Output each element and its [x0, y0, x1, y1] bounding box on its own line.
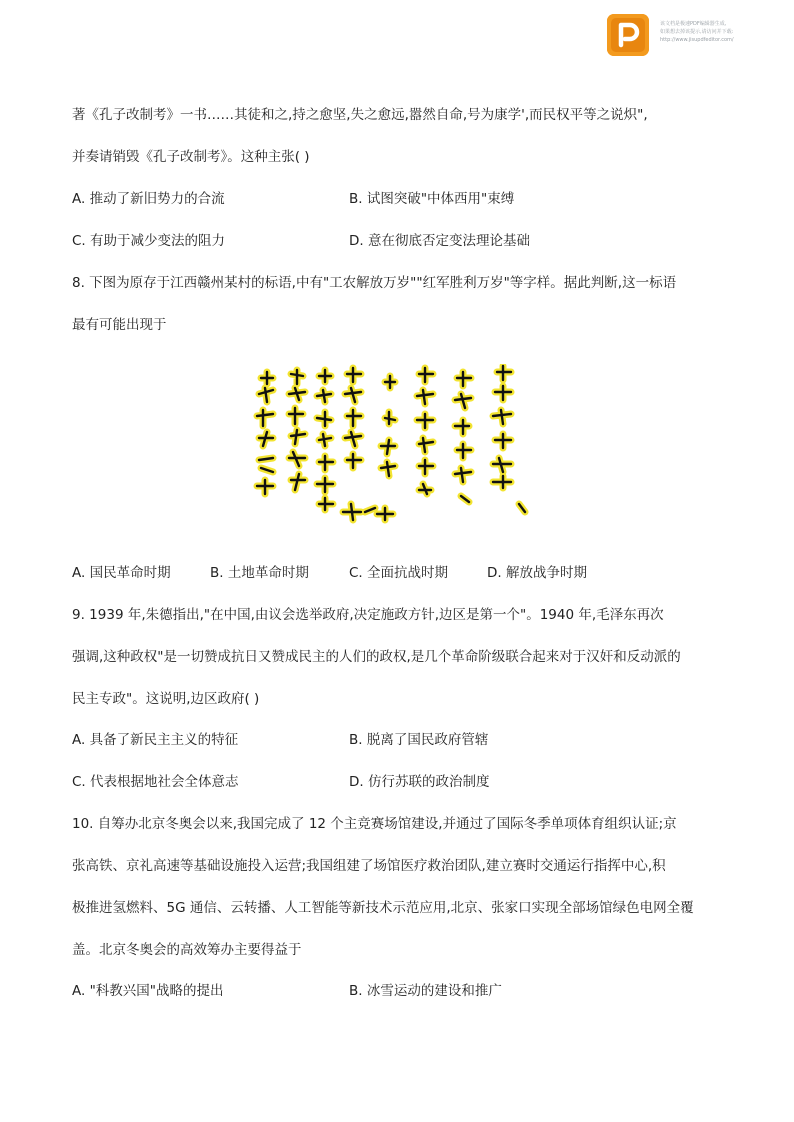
- q7-option-a[interactable]: A. 推动了新旧势力的合流: [72, 191, 225, 207]
- logo-p-icon: [607, 14, 649, 56]
- q8-option-d[interactable]: D. 解放战争时期: [487, 565, 587, 581]
- q7-option-d[interactable]: D. 意在彻底否定变法理论基础: [349, 233, 530, 249]
- q9-option-b[interactable]: B. 脱离了国民政府管辖: [349, 732, 489, 748]
- q10-stem-line-1: 10. 自筹办北京冬奥会以来,我国完成了 12 个主竞赛场馆建设,并通过了国际冬季单项体育组织认证;京: [72, 816, 677, 832]
- q9-stem-line-3: 民主专政"。这说明,边区政府( ): [72, 691, 260, 707]
- q9-option-c[interactable]: C. 代表根据地社会全体意志: [72, 774, 239, 790]
- q9-option-a[interactable]: A. 具备了新民主主义的特征: [72, 732, 239, 748]
- q10-option-a[interactable]: A. "科教兴国"战略的提出: [72, 983, 224, 999]
- q7-option-c[interactable]: C. 有助于减少变法的阻力: [72, 233, 226, 249]
- q7-option-b[interactable]: B. 试图突破"中体西用"束缚: [349, 191, 515, 207]
- q10-option-b[interactable]: B. 冰雪运动的建设和推广: [349, 983, 502, 999]
- slogan-calligraphy-image: [247, 364, 537, 534]
- q8-option-b[interactable]: B. 土地革命时期: [210, 565, 309, 581]
- q9-stem-line-1: 9. 1939 年,朱德指出,"在中国,由议会选举政府,决定施政方针,边区是第一个"。1940 年,毛泽东再次: [72, 607, 664, 623]
- q8-option-a[interactable]: A. 国民革命时期: [72, 565, 171, 581]
- watermark-line-3: http://www.jisupdfeditor.com/: [660, 37, 734, 43]
- watermark-line-1: 该文档是极速PDF编辑器生成,: [660, 21, 727, 27]
- q9-stem-line-2: 强调,这种政权"是一切赞成抗日又赞成民主的人们的政权,是几个革命阶级联合起来对于汉奸和反动派的: [72, 649, 681, 665]
- pdf-editor-logo: [607, 14, 649, 56]
- q8-option-c[interactable]: C. 全面抗战时期: [349, 565, 449, 581]
- q7-stem-line-2: 并奏请销毁《孔子改制考》。这种主张( ): [72, 149, 310, 165]
- q8-stem-line-2: 最有可能出现于: [72, 317, 167, 333]
- watermark-note: [660, 20, 788, 44]
- q7-stem-line-1: 著《孔子改制考》一书……其徒和之,持之愈坚,失之愈远,嚣然自命,号为康学',而民权平等之说炽",: [72, 107, 648, 123]
- watermark-line-2: 如果想去掉该提示,请访问并下载:: [660, 29, 734, 35]
- q10-stem-line-4: 盖。北京冬奥会的高效筹办主要得益于: [72, 942, 302, 958]
- q10-stem-line-2: 张高铁、京礼高速等基础设施投入运营;我国组建了场馆医疗救治团队,建立赛时交通运行指挥中心,积: [72, 858, 666, 874]
- q10-stem-line-3: 极推进氢燃料、5G 通信、云转播、人工智能等新技术示范应用,北京、张家口实现全部场馆绿色电网全覆: [72, 900, 694, 916]
- q8-stem-line-1: 8. 下图为原存于江西赣州某村的标语,中有"工农解放万岁""红军胜利万岁"等字样。据此判断,这一标语: [72, 275, 677, 291]
- q9-option-d[interactable]: D. 仿行苏联的政治制度: [349, 774, 490, 790]
- slogan-brush-strokes: [247, 364, 537, 534]
